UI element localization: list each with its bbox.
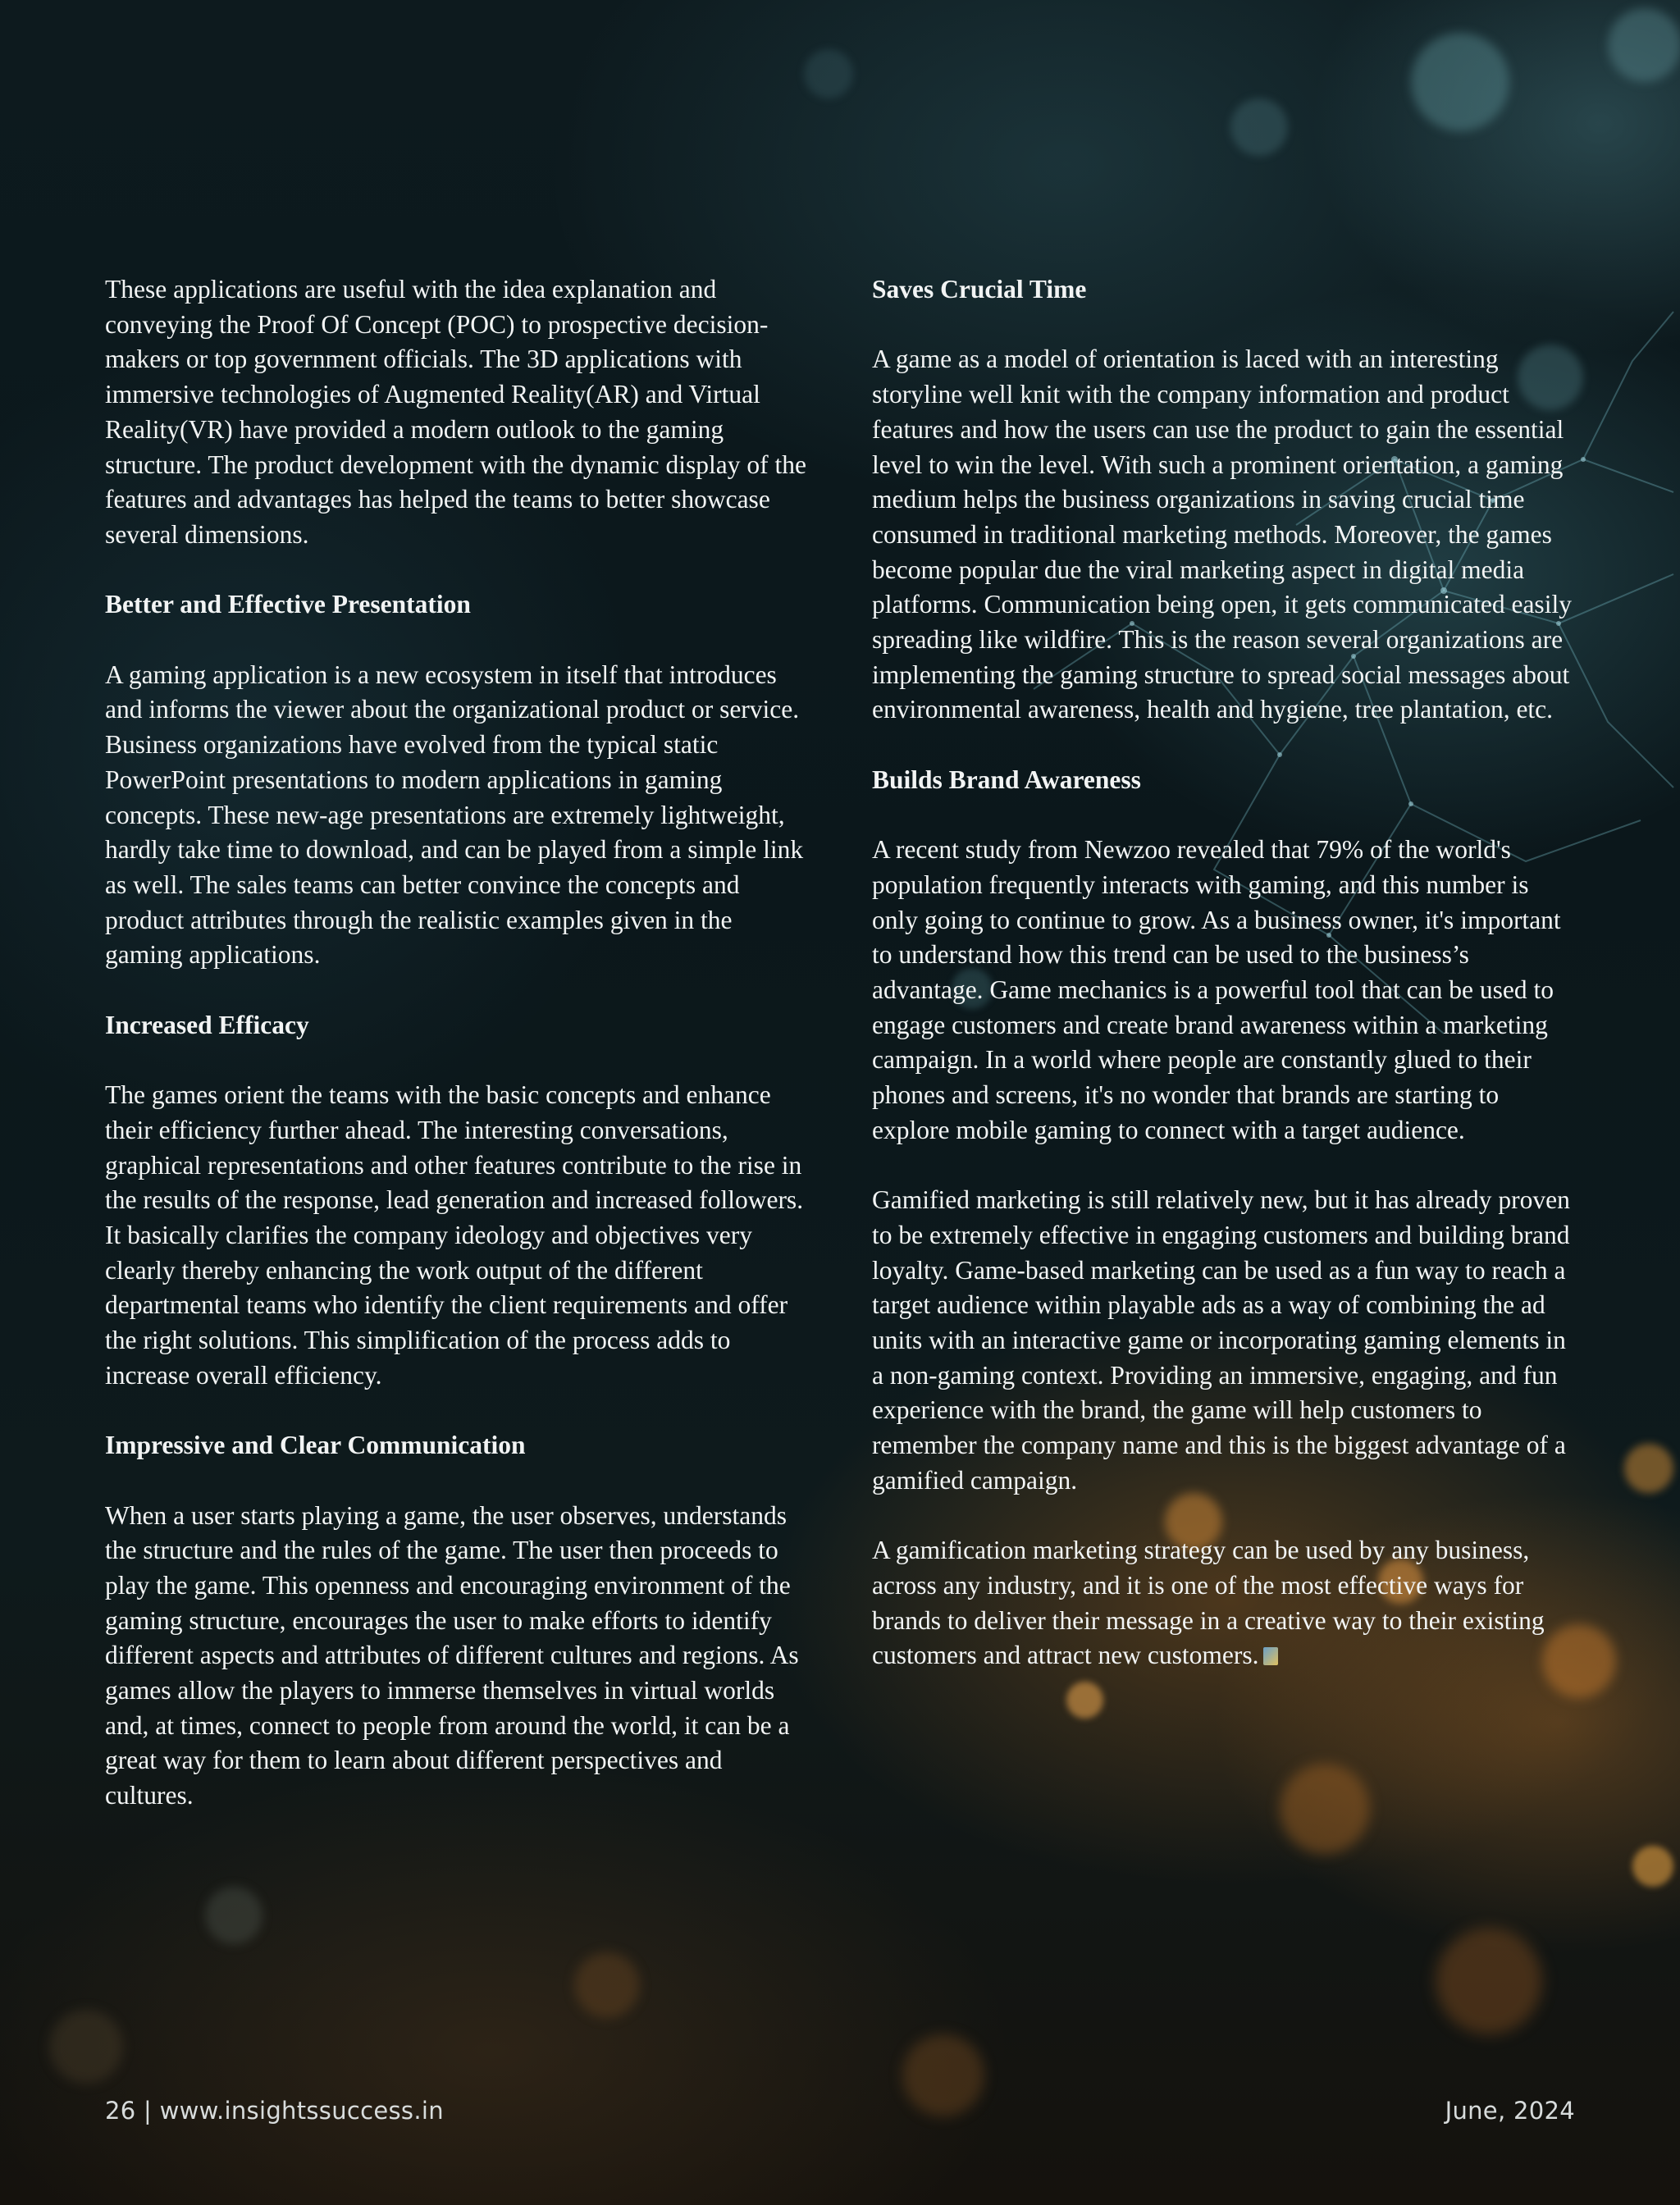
- section-paragraph: A gaming application is a new ecosystem in itself that introduces and informs the viewer about the organizational product or service. Business organizations have evolved from the typical static PowerPoint presentations to modern applications in gaming concepts. These new-age presentations are extremely lightweight, hardly take time to download, and can be played from a simple link as well. The sales teams can better convince the concepts and product attributes through the realistic examples given in the gaming applications.: [105, 660, 804, 970]
- section-heading: Increased Efficacy: [105, 1010, 309, 1039]
- section-paragraph: When a user starts playing a game, the user observes, understands the structure and the rules of the game. The user then proceeds to play the game. This openness and encouraging environment of the gaming structure, encourages the user to make efforts to identify different aspects and attributes of different cultures and regions. As games allow the players to immerse themselves in virtual worlds and, at times, connect to people from around the world, it can be a great way for them to learn about different perspectives and cultures.: [105, 1500, 799, 1810]
- intro-paragraph: These applications are useful with the idea explanation and conveying the Proof Of Concept (POC) to prospective decision-makers or top government officials. The 3D applications with immersive technologies of Augmented Reality(AR) and Virtual Reality(VR) have provided a modern outlook to the gaming structure. The product development with the dynamic display of the features and advantages has helped the teams to better showcase several dimensions.: [105, 275, 806, 549]
- section-paragraph: The games orient the teams with the basic concepts and enhance their efficiency further ahead. The interesting conversations, graphical representations and other features contribute to the rise in the results of the response, lead generation and increased followers. It basically clarifies the company ideology and objectives very clearly thereby enhancing the work output of the different departmental teams who identify the client requirements and offer the right solutions. This simplification of the process adds to increase overall efficiency.: [105, 1080, 804, 1390]
- right-column: [872, 272, 1577, 1709]
- body-paragraph: Gamified marketing is still relatively new, but it has already proven to be extremely effective in engaging customers and building brand loyalty. Game-based marketing can be used as a fun way to reach a target audience within playable ads as a way of combining the ad units with an interactive game or incorporating gaming elements in a non-gaming context. Providing an immersive, engaging, and fun experience with the brand, the game will help customers to remember the company name and this is the biggest advantage of a gamified campaign.: [872, 1185, 1570, 1495]
- footer-issue-date: June, 2024: [1445, 2097, 1575, 2125]
- section-heading: Better and Effective Presentation: [105, 590, 471, 619]
- end-of-article-icon: [1263, 1647, 1278, 1665]
- section-heading: Saves Crucial Time: [872, 275, 1087, 304]
- left-column: [105, 272, 810, 1849]
- closing-paragraph: [872, 1533, 1577, 1673]
- section-paragraph: A game as a model of orientation is laced with an interesting storyline well knit with the company information and product features and how the users can use the product to gain the essential level to win the level. With such a prominent orientation, a gaming medium helps the business organizations in saving crucial time consumed in traditional marketing methods. Moreover, the games become popular due the viral marketing aspect in digital media platforms. Communication being open, it gets communicated easily spreading like wildfire. This is the reason several organizations are implementing the gaming structure to spread social messages about environmental awareness, health and hygiene, tree plantation, etc.: [872, 345, 1572, 724]
- section-heading: Impressive and Clear Communication: [105, 1431, 526, 1460]
- section-heading: Builds Brand Awareness: [872, 765, 1141, 794]
- closing-text: A gamification marketing strategy can be used by any business, across any industry, and it is one of the most effective ways for brands to deliver their message in a creative way to their existing customers and attract new customers.: [872, 1536, 1545, 1670]
- section-paragraph: A recent study from Newzoo revealed that 79% of the world's population frequently interacts with gaming, and this number is only going to continue to grow. As a business owner, it's important to understand how this trend can be used to the business’s advantage. Game mechanics is a powerful tool that can be used to engage customers and create brand awareness within a marketing campaign. In a world where people are constantly glued to their phones and screens, it's no wonder that brands are starting to explore mobile gaming to connect with a target audience.: [872, 835, 1561, 1144]
- footer-page-and-website: 26 | www.insightssuccess.in: [105, 2097, 444, 2125]
